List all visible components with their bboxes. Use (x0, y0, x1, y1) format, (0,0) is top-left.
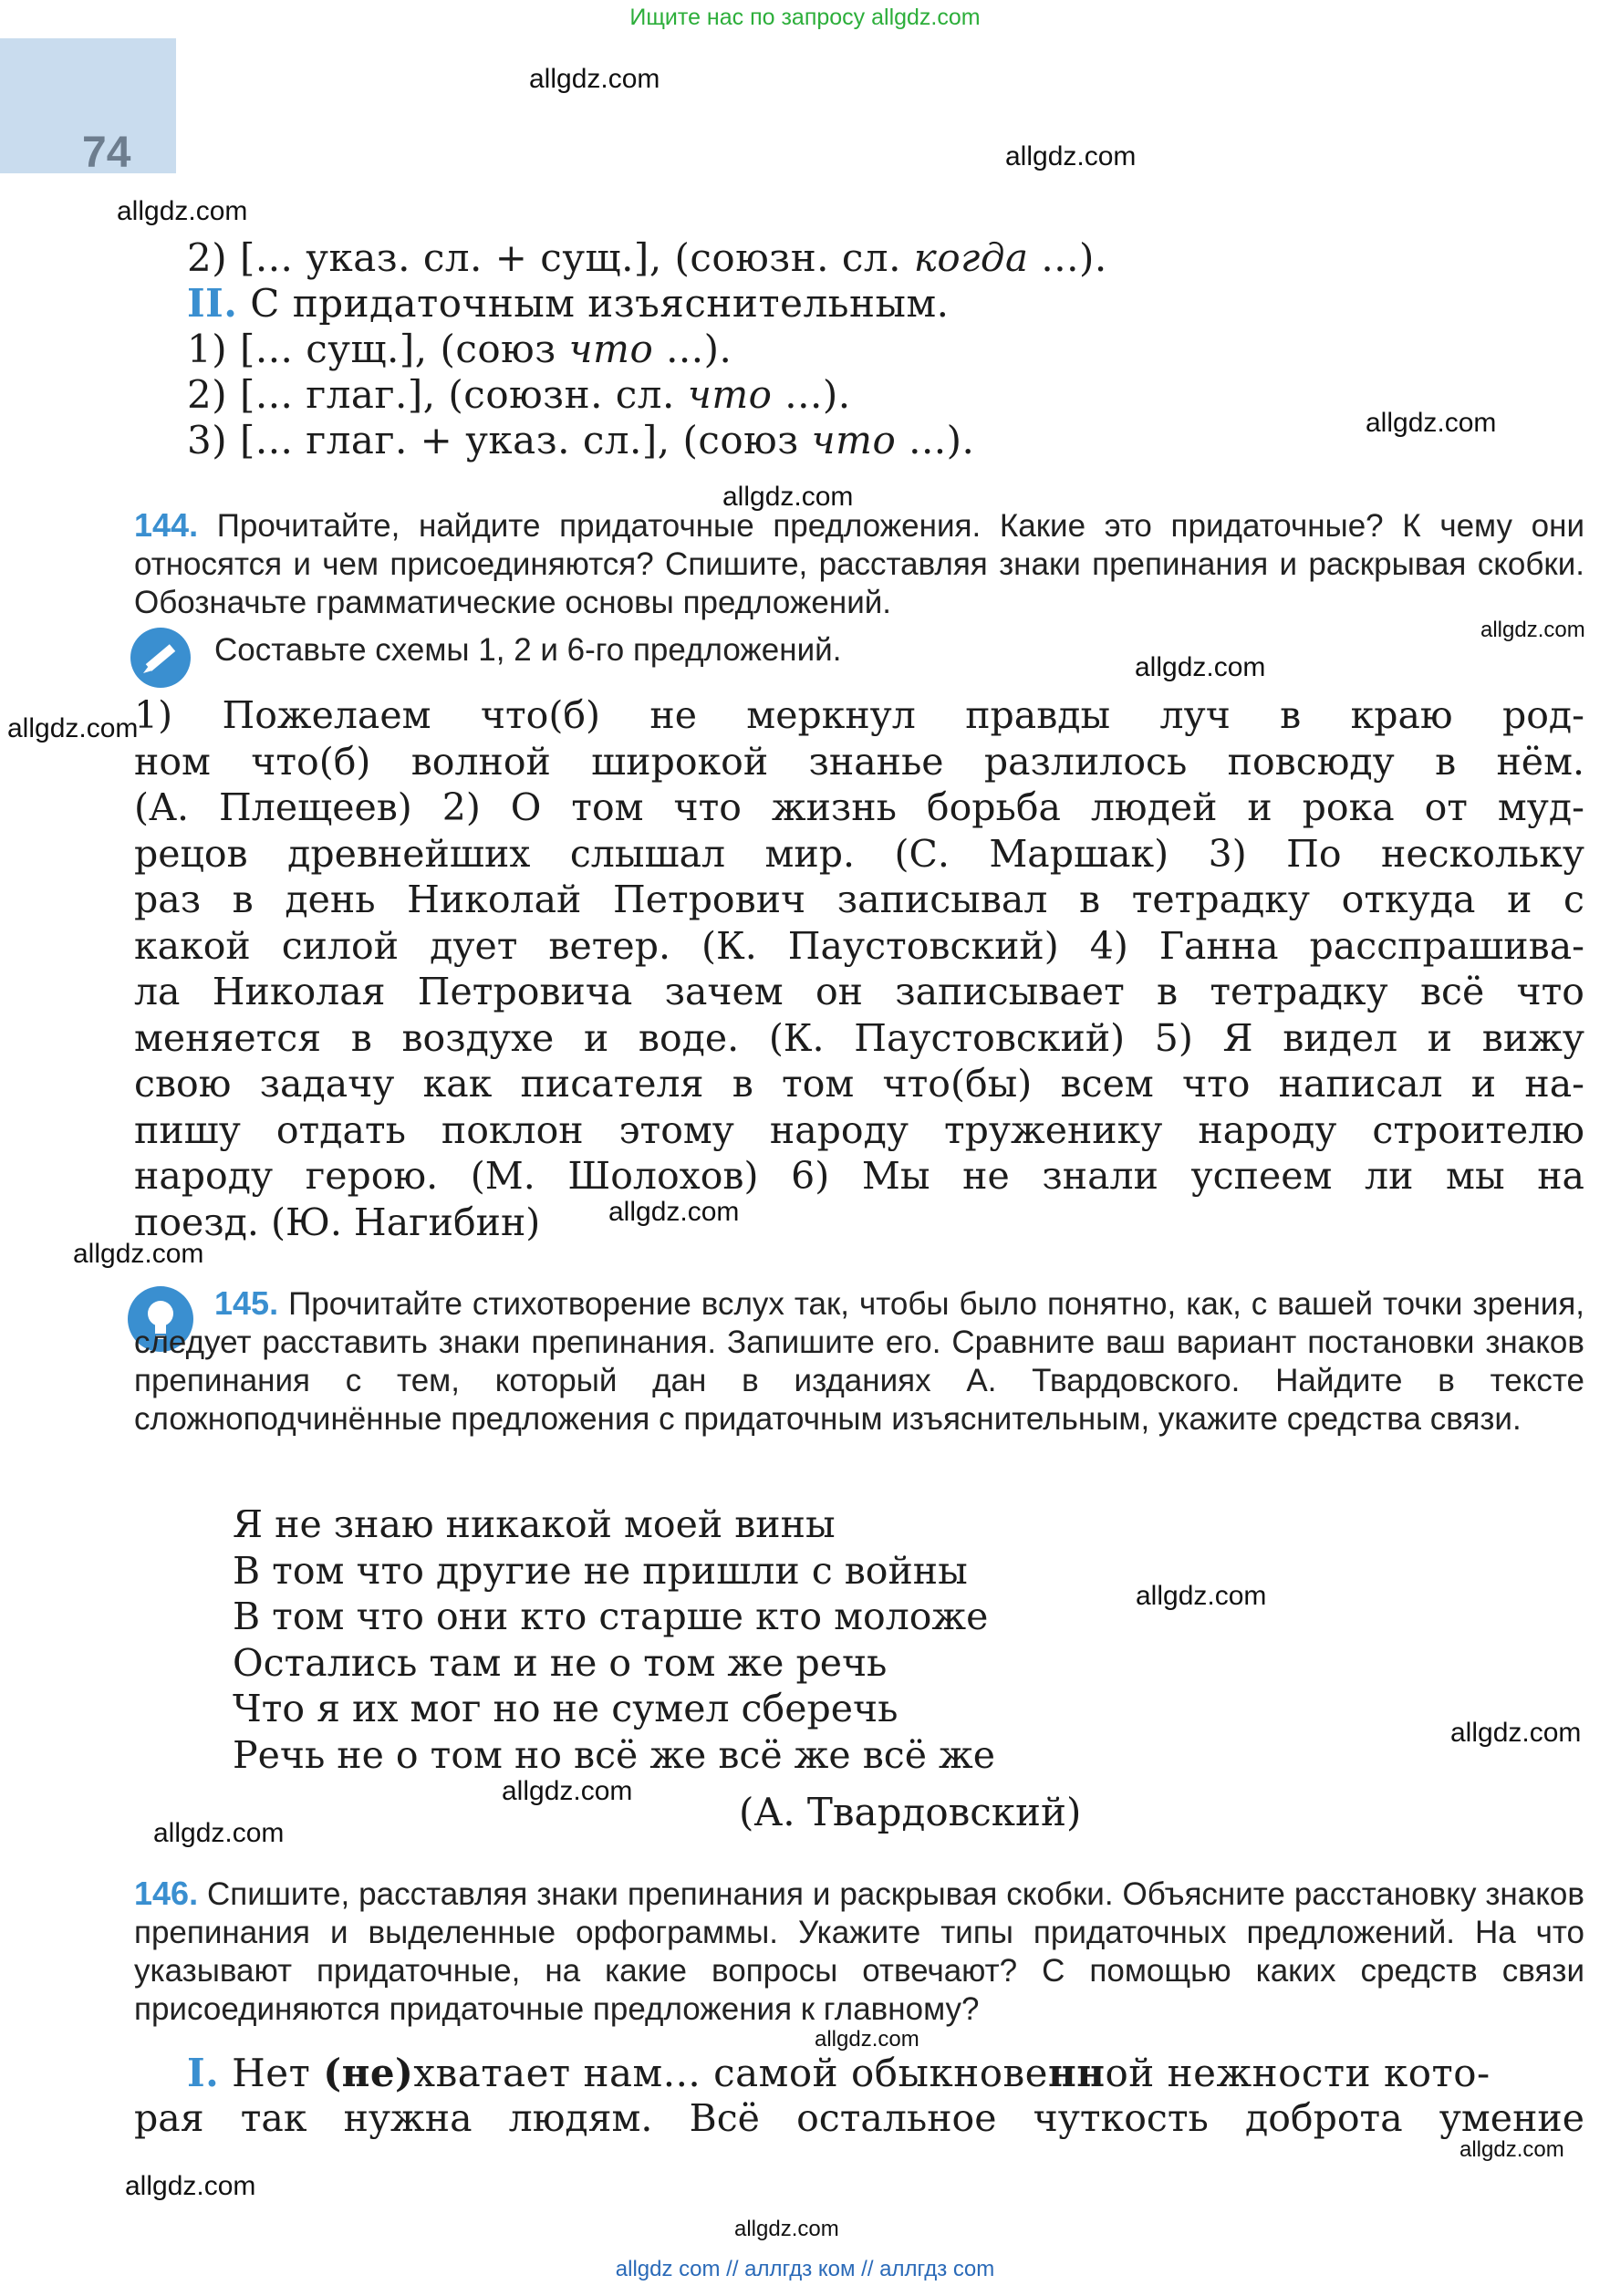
exercise-144-task: 144. Прочитайте, найдите придаточные предложения. Какие это придаточные? К чему они относятся и чем присоединяются? Спишите, расставляя знаки препинания и раскрывая скобки. Обозначьте грамматические основы предложений. (134, 506, 1584, 620)
poem-line: Я не знаю никакой моей вины (233, 1502, 836, 1546)
text-line: меняется в воздухе и воде. (К. Паустовский) 5) Я видел и вижу (134, 1015, 1584, 1060)
top-banner[interactable]: Ищите нас по запросу allgdz.com (629, 5, 981, 30)
text-line: народу герою. (М. Шолохов) 6) Мы не знали успеем ли мы на (134, 1154, 1584, 1198)
poem-line: Что я их мог но не сумел сберечь (233, 1687, 898, 1730)
text-line: рецов древнейших слышал мир. (С. Маршак) 3) По нескольку (134, 831, 1584, 876)
text-line: 1) Пожелаем что(б) не меркнул правды луч в краю род- (134, 693, 1584, 737)
watermark: allgdz.com (73, 1239, 204, 1269)
scheme-line: II. С придаточным изъяснительным. (187, 281, 950, 326)
watermark: allgdz.com (502, 1776, 633, 1806)
text-line: какой силой дует ветер. (К. Паустовский) 4) Ганна расспрашива- (134, 923, 1584, 968)
roman-numeral: II. (187, 281, 238, 326)
watermark: allgdz.com (529, 64, 660, 94)
exercise-number: 144. (134, 506, 199, 544)
exercise-144-task-2: Составьте схемы 1, 2 и 6-го предложений. (214, 632, 842, 668)
watermark: allgdz.com (1366, 408, 1497, 438)
text-line: ном что(б) волной широкой знанье разлилось повсюду в нём. (134, 739, 1584, 784)
text-line: раз в день Николай Петрович записывал в тетрадку откуда и с (134, 878, 1584, 921)
page-number: 74 (82, 129, 131, 177)
exercise-146-task: 146. Спишите, расставляя знаки препинания и раскрывая скобки. Объясните расстановку знаков препинания и выделенные орфограммы. Укажите типы придаточных предложений. На что указывают придаточные, на какие вопросы отвечают? С помощью каких средств связи присоединяются придаточные предложения к главному? (134, 1875, 1584, 2027)
watermark: allgdz.com (1480, 618, 1585, 642)
exercise-144-text (134, 692, 1584, 1245)
watermark: allgdz.com (722, 482, 854, 512)
text-line: пишу отдать поклон этому народу труженику народу строителю (134, 1107, 1584, 1152)
watermark: allgdz.com (117, 196, 248, 226)
scheme-line: 1) [... сущ.], (союз что ...). (187, 327, 732, 371)
text-line: свою задачу как писателя в том что(бы) всем что написал и на- (134, 1062, 1584, 1106)
watermark: allgdz.com (1135, 652, 1266, 682)
poem-line: Остались там и не о том же речь (233, 1641, 888, 1685)
poem-line: Речь не о том но всё же всё же всё же (233, 1733, 996, 1777)
poem-line: В том что другие не пришли с войны (233, 1549, 968, 1593)
watermark: allgdz.com (608, 1197, 740, 1227)
text-line: (А. Плещеев) 2) О том что жизнь борьба людей и рока от муд- (134, 785, 1584, 829)
watermark: allgdz.com (1450, 1718, 1582, 1748)
poem-author: (А. Твардовский) (739, 1790, 1082, 1834)
poem-line: В том что они кто старше кто моложе (233, 1595, 989, 1638)
exercise-number: 146. (134, 1875, 199, 1912)
watermark: allgdz.com (125, 2171, 256, 2201)
scheme-line: 2) [... глаг.], (союзн. сл. что ...). (187, 372, 851, 417)
text-line: рая так нужна людям. Всё остальное чуткость доброта умение (134, 2096, 1584, 2140)
text-line: ла Николая Петровича зачем он записывает в тетрадку всё что (134, 970, 1584, 1013)
watermark: allgdz.com (7, 713, 139, 743)
exercise-146-text-line: I. Нет (не)хватает нам... самой обыкновенной нежности кото- (187, 2051, 1491, 2095)
scheme-line: 2) [... указ. сл. + сущ.], (союзн. сл. когда ...). (187, 235, 1107, 280)
watermark: allgdz.com (815, 2027, 919, 2052)
watermark: allgdz.com (1005, 141, 1137, 171)
text-line: поезд. (Ю. Нагибин) (134, 1200, 541, 1244)
roman-numeral: I. (187, 2051, 220, 2095)
pencil-icon (130, 628, 191, 688)
exercise-146-text (134, 2095, 1584, 2142)
watermark: allgdz.com (734, 2217, 839, 2241)
scheme-line: 3) [... глаг. + указ. сл.], (союз что ...). (187, 418, 975, 462)
watermark: allgdz.com (1459, 2137, 1564, 2162)
bottom-banner[interactable]: allgdz com // аллгдз ком // аллгдз com (615, 2257, 995, 2281)
watermark: allgdz.com (153, 1818, 285, 1848)
exercise-145-task: 145. Прочитайте стихотворение вслух так, чтобы было понятно, как, с вашей точки зрения, следует расставить знаки препинания. Запишите его. Сравните ваш вариант постановки знаков препинания с тем, который дан в изданиях А. Твардовского. Найдите в тексте сложноподчинённые предложения с придаточным изъяснительным, укажите средства связи. (134, 1284, 1584, 1437)
exercise-number: 145. (214, 1284, 279, 1322)
watermark: allgdz.com (1136, 1581, 1267, 1611)
